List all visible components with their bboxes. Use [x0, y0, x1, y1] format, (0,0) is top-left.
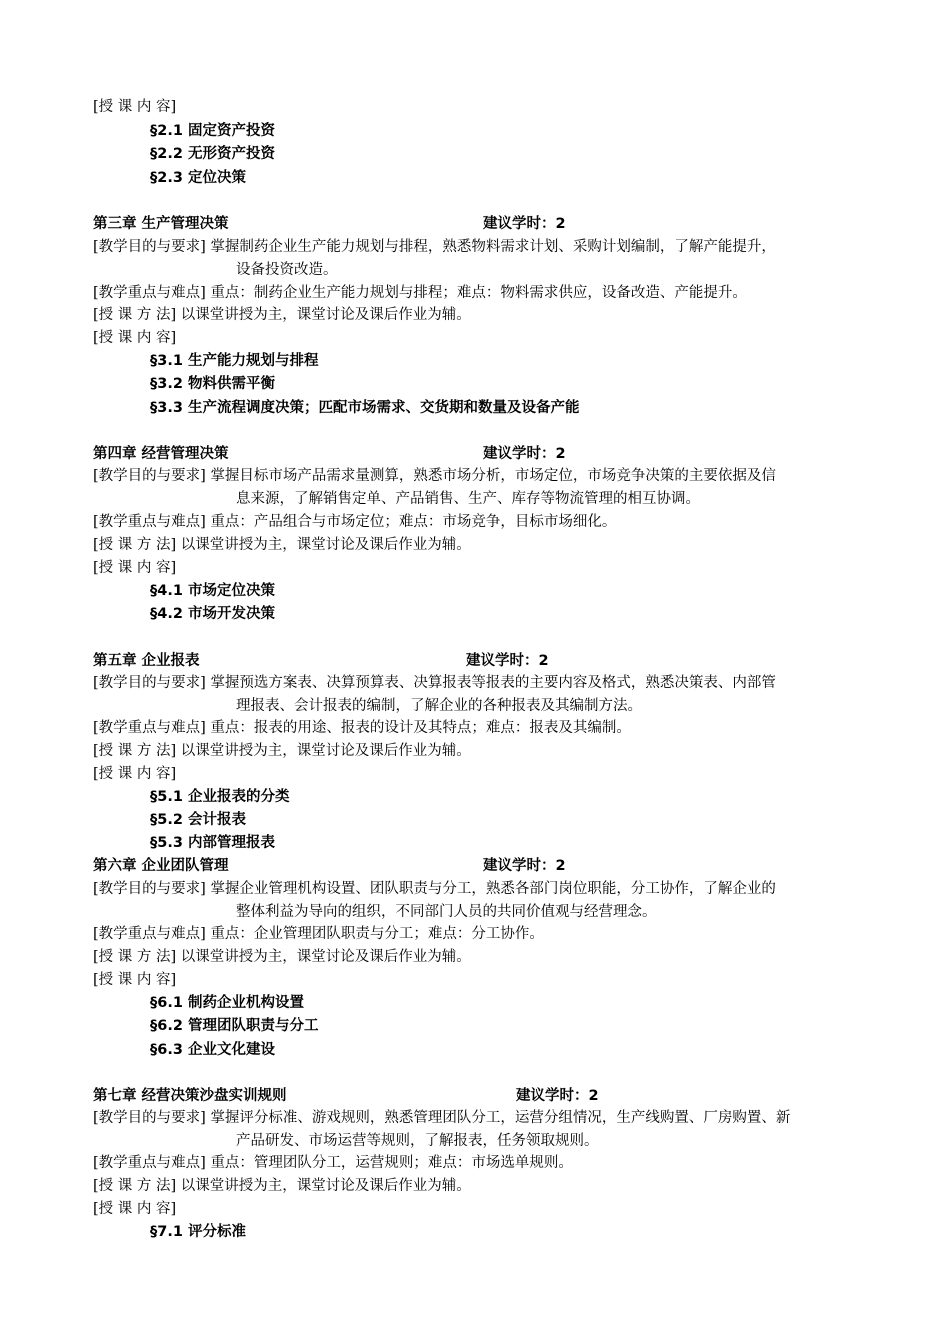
key-label: [教学重点与难点]: [93, 514, 206, 530]
method-line: [93, 741, 471, 763]
section-heading: §7.1 评分标准: [150, 1224, 246, 1240]
content-label: [授 课 内 容]: [93, 560, 177, 576]
key-text: 重点：管理团队分工，运营规则；难点：市场选单规则。: [210, 1155, 573, 1171]
goal-line: [93, 237, 776, 259]
goal-label: [教学目的与要求]: [93, 239, 206, 255]
method-line: [93, 947, 471, 969]
section-heading: §4.2 市场开发决策: [150, 606, 275, 622]
chapter-hours: 建议学时：2: [483, 216, 566, 232]
section-heading: §3.1 生产能力规划与排程: [150, 353, 319, 369]
key-label: [教学重点与难点]: [93, 285, 206, 301]
goal-text: 掌握企业管理机构设置、团队职责与分工，熟悉各部门岗位职能，分工协作，了解企业的: [210, 881, 776, 897]
chapter-hours: 建议学时：2: [483, 446, 566, 462]
section-heading: §2.3 定位决策: [150, 170, 246, 186]
goal-text-cont: 整体利益为导向的组织，不同部门人员的共同价值观与经营理念。: [236, 904, 657, 920]
goal-line: [93, 466, 776, 488]
goal-text-cont: 理报表、会计报表的编制，了解企业的各种报表及其编制方法。: [236, 698, 642, 714]
method-label: [授 课 方 法]: [93, 949, 177, 965]
section-heading: §6.3 企业文化建设: [150, 1042, 275, 1058]
section-heading: §4.1 市场定位决策: [150, 583, 275, 599]
goal-line: [93, 673, 776, 695]
section-heading: §5.3 内部管理报表: [150, 835, 275, 851]
key-line: [93, 1153, 573, 1175]
chapter-title: 第三章 生产管理决策: [93, 216, 229, 232]
method-label: [授 课 方 法]: [93, 743, 177, 759]
chapter-hours: 建议学时：2: [466, 653, 549, 669]
section-heading: §6.1 制药企业机构设置: [150, 995, 304, 1011]
goal-line: [93, 1108, 790, 1130]
content-label: [授 课 内 容]: [93, 1201, 177, 1217]
key-text: 重点：制药企业生产能力规划与排程；难点：物料需求供应，设备改造、产能提升。: [210, 285, 747, 301]
method-label: [授 课 方 法]: [93, 1178, 177, 1194]
key-label: [教学重点与难点]: [93, 926, 206, 942]
goal-text: 掌握目标市场产品需求量测算，熟悉市场分析，市场定位，市场竞争决策的主要依据及信: [210, 468, 776, 484]
goal-text: 掌握评分标准、游戏规则，熟悉管理团队分工，运营分组情况，生产线购置、厂房购置、新: [210, 1110, 791, 1126]
section-heading: §2.2 无形资产投资: [150, 146, 275, 162]
chapter-title: 第五章 企业报表: [93, 653, 200, 669]
chapter-title: 第六章 企业团队管理: [93, 858, 229, 874]
key-label: [教学重点与难点]: [93, 1155, 206, 1171]
goal-text-cont: 设备投资改造。: [236, 262, 338, 278]
key-text: 重点：企业管理团队职责与分工；难点：分工协作。: [210, 926, 544, 942]
method-text: 以课堂讲授为主，课堂讨论及课后作业为辅。: [180, 537, 471, 553]
method-text: 以课堂讲授为主，课堂讨论及课后作业为辅。: [180, 307, 471, 323]
section-heading: §3.2 物料供需平衡: [150, 376, 275, 392]
goal-text-cont: 产品研发、市场运营等规则，了解报表，任务领取规则。: [236, 1133, 599, 1149]
section-heading: §3.3 生产流程调度决策；匹配市场需求、交货期和数量及设备产能: [150, 400, 580, 416]
key-line: [93, 718, 631, 740]
method-label: [授 课 方 法]: [93, 307, 177, 323]
content-label: [授 课 内 容]: [93, 99, 177, 115]
chapter-title: 第四章 经营管理决策: [93, 446, 229, 462]
chapter-title: 第七章 经营决策沙盘实训规则: [93, 1088, 287, 1104]
section-heading: §5.2 会计报表: [150, 812, 246, 828]
section-heading: §2.1 固定资产投资: [150, 123, 275, 139]
method-line: [93, 305, 471, 327]
key-line: [93, 924, 544, 946]
section-heading: §6.2 管理团队职责与分工: [150, 1018, 319, 1034]
goal-text: 掌握预选方案表、决算预算表、决算报表等报表的主要内容及格式，熟悉决策表、内部管: [210, 675, 776, 691]
goal-label: [教学目的与要求]: [93, 1110, 206, 1126]
key-text: 重点：产品组合与市场定位；难点：市场竞争，目标市场细化。: [210, 514, 617, 530]
chapter-hours: 建议学时：2: [483, 858, 566, 874]
section-heading: §5.1 企业报表的分类: [150, 789, 290, 805]
method-text: 以课堂讲授为主，课堂讨论及课后作业为辅。: [180, 1178, 471, 1194]
goal-label: [教学目的与要求]: [93, 675, 206, 691]
method-text: 以课堂讲授为主，课堂讨论及课后作业为辅。: [180, 743, 471, 759]
key-line: [93, 512, 616, 534]
content-label: [授 课 内 容]: [93, 330, 177, 346]
method-label: [授 课 方 法]: [93, 537, 177, 553]
chapter-hours: 建议学时：2: [516, 1088, 599, 1104]
goal-text: 掌握制药企业生产能力规划与排程，熟悉物料需求计划、采购计划编制，了解产能提升，: [210, 239, 776, 255]
goal-text-cont: 息来源，了解销售定单、产品销售、生产、库存等物流管理的相互协调。: [236, 491, 700, 507]
method-line: [93, 1176, 471, 1198]
content-label: [授 课 内 容]: [93, 766, 177, 782]
method-line: [93, 535, 471, 557]
key-label: [教学重点与难点]: [93, 720, 206, 736]
goal-label: [教学目的与要求]: [93, 468, 206, 484]
content-label: [授 课 内 容]: [93, 972, 177, 988]
key-line: [93, 283, 747, 305]
goal-line: [93, 879, 776, 901]
method-text: 以课堂讲授为主，课堂讨论及课后作业为辅。: [180, 949, 471, 965]
goal-label: [教学目的与要求]: [93, 881, 206, 897]
key-text: 重点：报表的用途、报表的设计及其特点；难点：报表及其编制。: [210, 720, 631, 736]
